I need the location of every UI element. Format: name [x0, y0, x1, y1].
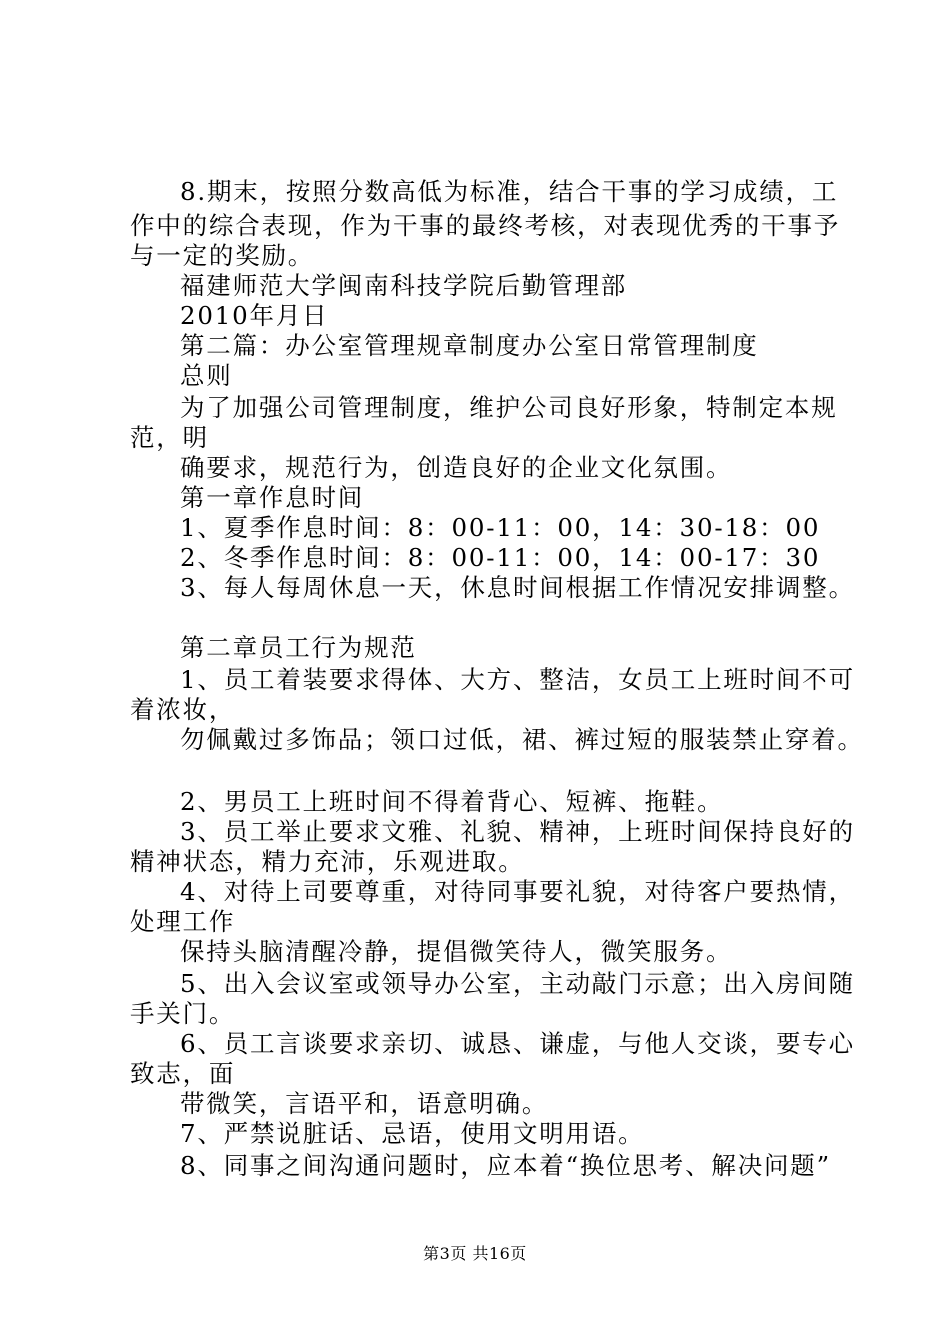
chapter-heading: 第一章作息时间 [180, 483, 365, 512]
list-item: 5、出入会议室或领导办公室，主动敲门示意；出入房间随 [180, 969, 855, 998]
list-item: 带微笑，言语平和，语意明确。 [180, 1089, 549, 1118]
list-item: 2、冬季作息时间：8：00-11：00，14：00-17：30 [180, 543, 821, 572]
section-heading: 总则 [180, 361, 233, 390]
list-item: 1、员工着装要求得体、大方、整洁，女员工上班时间不可 [180, 665, 855, 694]
list-item: 保持头脑清醒冷静，提倡微笑待人，微笑服务。 [180, 937, 733, 966]
chapter-heading: 第二章员工行为规范 [180, 633, 417, 662]
paragraph-line: 8.期末，按照分数高低为标准，结合干事的学习成绩，工 [180, 177, 839, 206]
paragraph-line: 范，明 [130, 423, 209, 452]
list-item: 着浓妆， [130, 695, 236, 724]
signature-organization: 福建师范大学闽南科技学院后勤管理部 [180, 271, 628, 300]
signature-date: 2010年月日 [180, 301, 329, 330]
list-item: 2、男员工上班时间不得着背心、短裤、拖鞋。 [180, 787, 724, 816]
list-item: 3、员工举止要求文雅、礼貌、精神，上班时间保持良好的 [180, 817, 855, 846]
page-number-footer: 第3页 共16页 [423, 1244, 527, 1263]
list-item: 3、每人每周休息一天，休息时间根据工作情况安排调整。 [180, 573, 855, 602]
list-item: 7、严禁说脏话、忌语，使用文明用语。 [180, 1119, 645, 1148]
paragraph-line: 为了加强公司管理制度，维护公司良好形象，特制定本规 [180, 393, 838, 422]
section-heading: 第二篇：办公室管理规章制度办公室日常管理制度 [180, 331, 759, 360]
list-item: 致志，面 [130, 1059, 236, 1088]
paragraph-line: 与一定的奖励。 [130, 241, 315, 270]
list-item: 勿佩戴过多饰品；领口过低，裙、裤过短的服装禁止穿着。 [180, 725, 864, 754]
list-item: 手关门。 [130, 999, 236, 1028]
list-item: 4、对待上司要尊重，对待同事要礼貌，对待客户要热情， [180, 877, 855, 906]
list-item: 8、同事之间沟通问题时，应本着“换位思考、解决问题” [180, 1151, 831, 1180]
paragraph-line: 作中的综合表现，作为干事的最终考核，对表现优秀的干事予 [130, 211, 841, 240]
list-item: 精神状态，精力充沛，乐观进取。 [130, 847, 525, 876]
list-item: 1、夏季作息时间：8：00-11：00，14：30-18：00 [180, 513, 821, 542]
list-item: 处理工作 [130, 907, 236, 936]
paragraph-line: 确要求，规范行为，创造良好的企业文化氛围。 [180, 453, 733, 482]
list-item: 6、员工言谈要求亲切、诚恳、谦虚，与他人交谈，要专心 [180, 1029, 855, 1058]
